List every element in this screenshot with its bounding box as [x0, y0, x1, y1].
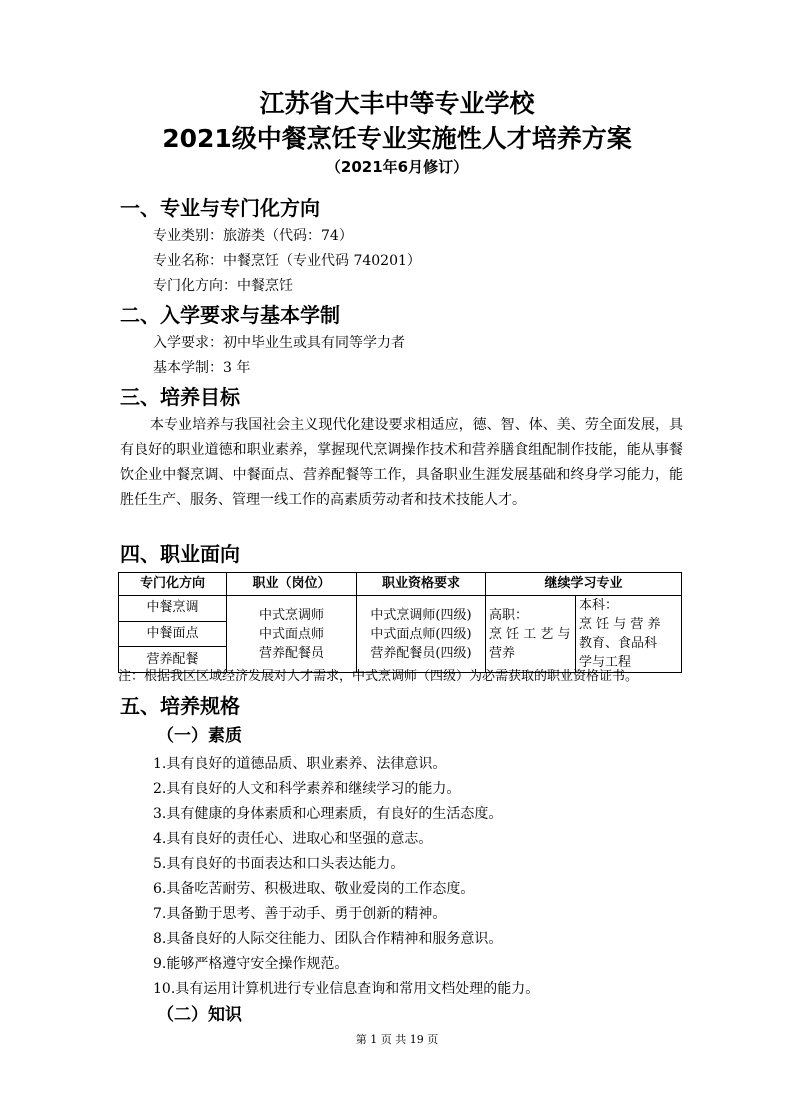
list-item: 5.具有良好的书面表达和口头表达能力。 [153, 856, 405, 872]
section-4-heading: 四、职业面向 [120, 542, 240, 566]
specialization: 专门化方向：中餐烹饪 [153, 278, 293, 294]
section-2-heading: 二、入学要求与基本学制 [120, 303, 340, 327]
admission-requirement: 入学要求：初中毕业生或具有同等学力者 [153, 335, 405, 351]
revision-date: （2021年6月修订） [325, 158, 469, 176]
header-qualification: 职业资格要求 [357, 573, 486, 596]
job-item: 中式面点师 [258, 626, 324, 642]
school-title: 江苏省大丰中等专业学校 [259, 89, 535, 118]
job-item: 营养配餐员 [258, 645, 324, 661]
jobs-cell [227, 596, 357, 673]
qualification-item: 中式烹调师(四级) [370, 607, 472, 623]
higher-vocational-line: 营养 [489, 645, 516, 661]
quality-subheading: （一）素质 [157, 726, 242, 746]
header-job: 职业（岗位） [227, 573, 357, 596]
undergraduate-cell [576, 596, 682, 673]
major-name: 专业名称：中餐烹饪（专业代码 740201） [153, 253, 421, 269]
higher-vocational-line: 高职： [489, 607, 529, 623]
higher-vocational-cell [486, 596, 576, 673]
knowledge-subheading: （二）知识 [157, 1005, 242, 1025]
career-table [118, 572, 682, 673]
list-item: 3.具有健康的身体素质和心理素质，有良好的生活态度。 [153, 806, 503, 822]
section-1-heading: 一、专业与专门化方向 [120, 196, 320, 220]
duration: 基本学制：3 年 [153, 360, 251, 376]
direction-cell: 中餐烹调 [119, 596, 227, 622]
list-item: 10.具有运用计算机进行专业信息查询和常用文档处理的能力。 [153, 981, 540, 997]
direction-cell: 营养配餐 [119, 647, 227, 673]
header-direction: 专门化方向 [119, 573, 227, 596]
program-title: 2021级中餐烹饪专业实施性人才培养方案 [162, 124, 632, 153]
table-header-row [119, 573, 682, 596]
qualifications-cell [357, 596, 486, 673]
table-row [119, 596, 682, 622]
undergraduate-line: 教育、食品科 [579, 636, 658, 651]
list-item: 7.具备勤于思考、善于动手、勇于创新的精神。 [153, 906, 447, 922]
major-category: 专业类别：旅游类（代码：74） [153, 228, 353, 244]
job-item: 中式烹调师 [258, 607, 324, 623]
page-footer: 第 1 页 共 19 页 [355, 1033, 439, 1046]
section-5-heading: 五、培养规格 [120, 694, 240, 718]
qualification-item: 中式面点师(四级) [370, 626, 472, 642]
list-item: 8.具备良好的人际交往能力、团队合作精神和服务意识。 [153, 931, 503, 947]
undergraduate-line: 学与工程 [579, 655, 632, 670]
training-goal-paragraph: 本专业培养与我国社会主义现代化建设要求相适应，德、智、体、美、劳全面发展，具有良好的职业道德和职业素养，掌握现代烹调操作技术和营养膳食组配制作技能，能从事餐饮企业中餐烹调、中餐面点、营养配餐等工作，具备职业生涯发展基础和终身学习能力，能胜任生产、服务、管理一线工作的高素质劳动者和技术技能人才。 [120, 417, 683, 508]
header-further-study: 继续学习专业 [486, 573, 682, 596]
list-item: 1.具有良好的道德品质、职业素养、法律意识。 [153, 756, 447, 772]
list-item: 9.能够严格遵守安全操作规范。 [153, 956, 349, 972]
list-item: 6.具备吃苦耐劳、积极进取、敬业爱岗的工作态度。 [153, 881, 475, 897]
section-3-heading: 三、培养目标 [120, 385, 240, 409]
table-note: 注：根据我区区域经济发展对人才需求，中式烹调师（四级）为必需获取的职业资格证书。 [118, 669, 639, 684]
list-item: 4.具有良好的责任心、进取心和坚强的意志。 [153, 831, 433, 847]
undergraduate-line: 本科： [579, 598, 619, 613]
qualification-item: 营养配餐员(四级) [370, 645, 472, 661]
undergraduate-line: 烹 饪 与 营 养 [579, 617, 661, 632]
list-item: 2.具有良好的人文和科学素养和继续学习的能力。 [153, 781, 461, 797]
higher-vocational-line: 烹 饪 工 艺 与 [489, 626, 571, 642]
direction-cell: 中餐面点 [119, 621, 227, 647]
